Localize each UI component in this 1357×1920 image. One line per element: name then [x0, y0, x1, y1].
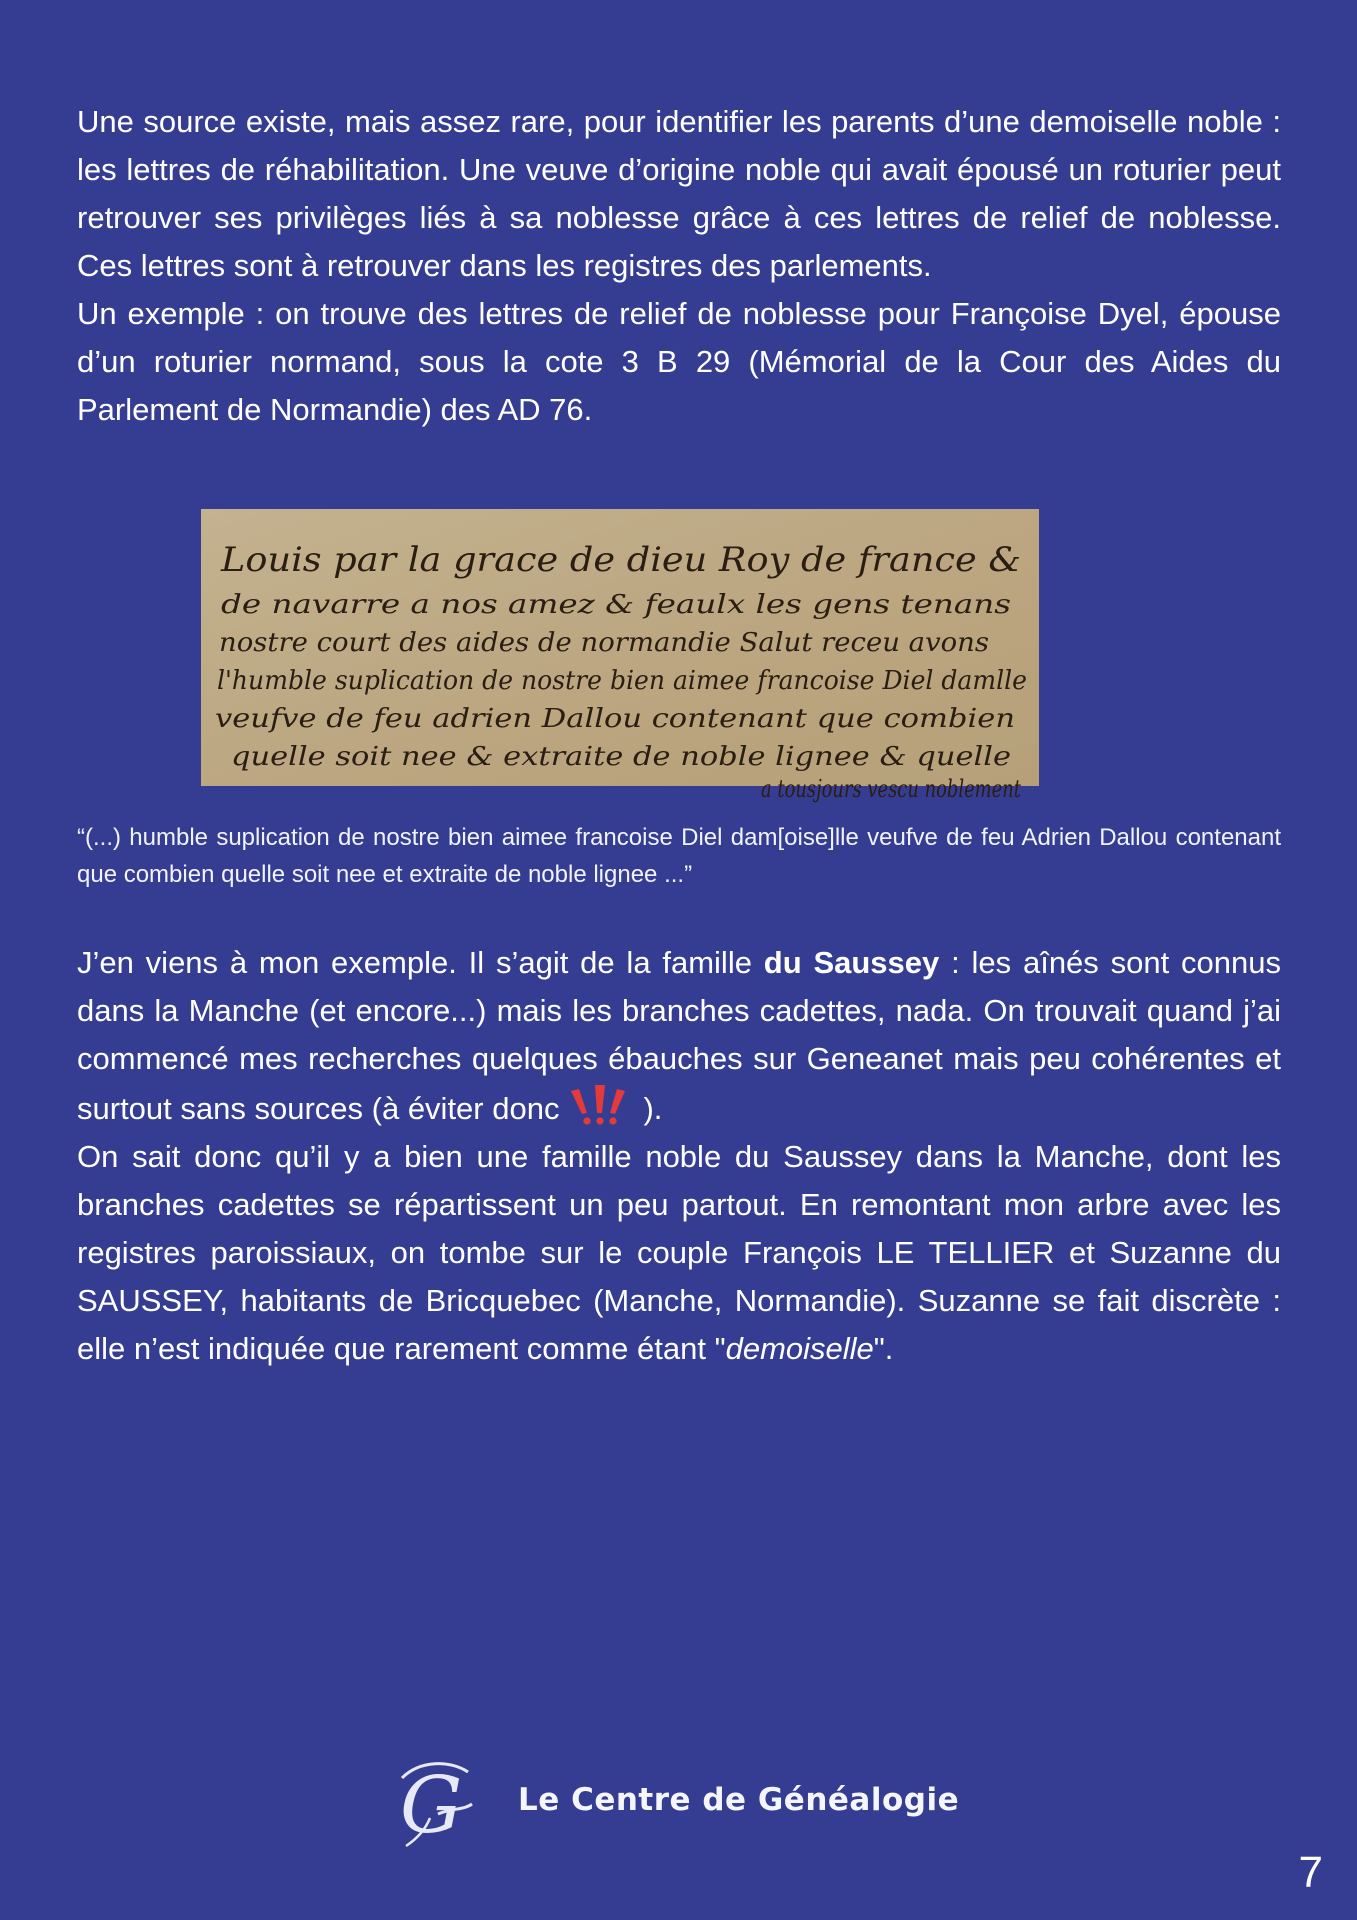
manuscript-line: de navarre a nos amez & feaulx les gens tenans — [221, 590, 1012, 620]
main-paragraph — [77, 939, 1281, 1133]
page-number: 7 — [1298, 1848, 1323, 1897]
main-text-part: On sait donc qu’il y a bien une famille noble du Saussey dans la Manche, dont les branches cadettes se répartissent un peu partout. En remontant mon arbre avec les registres paroissiaux, on tombe sur le couple François LE TELLIER et Suzanne du SAUSSEY, habitants de Bricquebec (Manche, Normandie). Suzanne se fait discrète : elle n’est indiquée que rarement comme étant " — [77, 1139, 1281, 1366]
example-paragraph: Un exemple : on trouve des lettres de relief de noblesse pour Françoise Dyel, épouse d’un roturier normand, sous la cote 3 B 29 (Mémorial de la Cour des Aides du Parlement de Normandie) des AD 76. — [77, 296, 1281, 427]
manuscript-line: nostre court des aides de normandie Salut receu avons — [219, 628, 989, 658]
manuscript-image — [201, 509, 1039, 803]
main-text-part: ). — [643, 1091, 663, 1126]
manuscript-line: veufve de feu adrien Dallou contenant que combien — [215, 704, 1015, 734]
demoiselle-word: demoiselle — [725, 1331, 874, 1366]
triple-exclamation-icon — [567, 1083, 637, 1127]
manuscript-line: quelle soit nee & extraite de noble lignee & quelle — [231, 742, 1011, 772]
main-text-part: J’en viens à mon exemple. Il s’agit de la famille — [77, 945, 764, 980]
manuscript-line: Louis par la grace de dieu Roy de france & — [219, 540, 1021, 580]
logo-letter: G — [400, 1761, 463, 1851]
intro-paragraph: Une source existe, mais assez rare, pour identifier les parents d’une demoiselle noble : les lettres de réhabilitation. Une veuve d’origine noble qui avait épousé un roturier peut retrouver ses privilèges liés à sa noblesse grâce à ces lettres de relief de noblesse. Ces lettres sont à retrouver dans les registres des parlements. — [77, 104, 1281, 283]
intro-section — [77, 98, 1281, 434]
manuscript-line: l'humble suplication de nostre bien aimee francoise Diel damlle — [217, 666, 1027, 696]
manuscript-line: a tousjours vescu noblement — [761, 775, 1022, 803]
organization-name: Le Centre de Généalogie — [518, 1782, 960, 1818]
family-name: du Saussey — [763, 945, 940, 980]
manuscript-caption: “(...) humble suplication de nostre bien aimee francoise Diel dam[oise]lle veufve de feu Adrien Dallou contenant que combien quelle soit nee et extraite de noble lignee ...” — [77, 824, 1281, 888]
main-paragraph — [77, 1133, 1281, 1373]
g-monogram-logo-icon — [396, 1758, 476, 1850]
manuscript-scan — [201, 509, 1039, 803]
main-text-part: ". — [873, 1331, 894, 1366]
main-text-part: : les aînés sont connus dans la Manche (et encore...) mais les branches cadettes, nada. On trouvait quand j’ai commencé mes recherches quelques ébauches sur Geneanet mais peu cohérentes et surtout sans sources (à éviter donc — [77, 945, 1281, 1126]
main-section — [77, 939, 1281, 1373]
